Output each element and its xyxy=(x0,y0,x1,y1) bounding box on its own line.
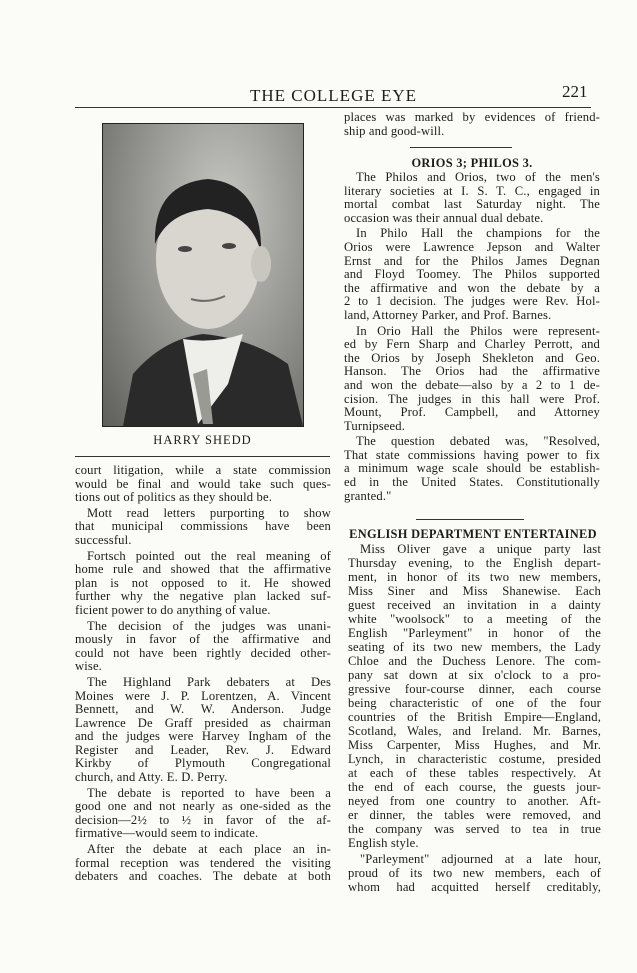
text-line: tions out of politics as they should be. xyxy=(75,490,272,505)
text-line: church, and Atty. E. D. Perry. xyxy=(75,770,228,785)
text-line: The Philos and Orios, two of the men's xyxy=(356,170,600,184)
text-line: white "woolsock" to a meeting of the xyxy=(348,612,601,626)
text-line: Miss Carpenter, Miss Hughes, and Mr. xyxy=(348,738,601,752)
text-line: English "Parleyment" in honor of the xyxy=(348,626,601,640)
text-line: ficient power to do anything of value. xyxy=(75,602,271,617)
text-line: would be final and would take such ques- xyxy=(75,476,331,491)
right-column-continuation xyxy=(344,111,600,140)
text-line: gressive four-course dinner, each course xyxy=(348,682,601,696)
paragraph xyxy=(75,464,331,505)
text-line: at each of these tables respectively. At xyxy=(348,766,601,780)
text-line: Chloe and the Duchess Lenore. The com- xyxy=(348,654,601,668)
text-line: The decision of the judges was unani- xyxy=(87,618,331,633)
text-line: cision. The judges in this hall were Prof. xyxy=(344,391,600,406)
text-line: being characteristic of one of the four xyxy=(348,696,601,710)
text-line: That state commissions having power to fix xyxy=(344,447,600,462)
text-line: Register and Leader, Rev. J. Edward xyxy=(75,742,331,757)
text-line: Mount, Prof. Campbell, and Attorney xyxy=(344,405,600,420)
text-line: formal reception was tendered the visiting xyxy=(75,855,331,870)
english-article xyxy=(348,542,601,896)
text-line: countries of the British Empire—England, xyxy=(348,710,601,724)
paragraph xyxy=(75,550,331,618)
paragraph xyxy=(75,620,331,674)
text-line: a minimum wage scale should be establish- xyxy=(344,461,600,476)
text-line: Lynch, in characteristic costume, presided xyxy=(348,752,601,766)
text-line: successful. xyxy=(75,532,132,547)
text-line: Thursday evening, to the English depart- xyxy=(348,556,601,570)
text-line: 2 to 1 decision. The judges were Rev. Hol- xyxy=(344,294,600,309)
section-heading-orios: ORIOS 3; PHILOS 3. xyxy=(411,156,533,170)
text-line: The question debated was, "Resolved, xyxy=(356,434,600,449)
caption-rule xyxy=(75,456,330,457)
text-line: Miss Siner and Miss Shanewise. Each xyxy=(348,584,601,598)
paragraph xyxy=(75,676,331,785)
text-line: court litigation, while a state commission xyxy=(75,463,331,477)
section-rule xyxy=(416,519,524,520)
text-line: er dinner, the tables were removed, and xyxy=(348,808,601,822)
header-rule xyxy=(75,107,591,108)
text-line: guest received an invitation in a dainty xyxy=(348,598,601,612)
text-line: home rule and showed that the affirmative xyxy=(75,562,331,577)
text-line: Kirkby of Plymouth Congregational xyxy=(75,756,331,771)
text-line: seating of its two new members, the Lady xyxy=(348,640,601,654)
text-line: wise. xyxy=(75,659,102,674)
portrait-photo xyxy=(102,123,304,427)
text-line: After the debate at each place an in- xyxy=(87,842,331,857)
text-line: Miss Oliver gave a unique party last xyxy=(360,542,601,556)
text-line: Hanson. The Orios had the affirmative xyxy=(344,364,600,379)
paragraph xyxy=(344,111,600,138)
text-line: Turnipseed. xyxy=(344,418,406,433)
text-line: pany sat down at six o'clock to a pro- xyxy=(348,668,601,682)
text-line: ment, in honor of its two new members, xyxy=(348,570,601,584)
text-line: Orios were Lawrence Jepson and Walter xyxy=(344,239,600,254)
text-line: occasion was their annual dual debate. xyxy=(344,210,544,225)
text-line: Fortsch pointed out the real meaning of xyxy=(87,548,331,563)
text-line: Moines were J. P. Lorentzen, A. Vincent xyxy=(75,688,331,703)
text-line: English style. xyxy=(348,836,419,850)
paragraph xyxy=(344,435,600,503)
text-line: decision—2½ to ½ in favor of the af- xyxy=(75,812,331,827)
text-line: ed in the United States. Constitutionally xyxy=(344,475,600,490)
text-line: the end of each course, the guests jour- xyxy=(348,780,601,794)
paragraph xyxy=(75,843,331,884)
text-line: Scotland, Wales, and Ireland. Mr. Barnes, xyxy=(348,724,601,738)
section-heading-english: ENGLISH DEPARTMENT ENTERTAINED xyxy=(349,527,597,541)
paragraph xyxy=(75,787,331,841)
text-line: Lawrence De Graff presided as chairman xyxy=(75,715,331,730)
text-line: Bennett, and W. W. Anderson. Judge xyxy=(75,702,331,717)
section-rule xyxy=(410,147,512,148)
paragraph xyxy=(344,171,600,225)
text-line: Ernst and for the Philos James Degnan xyxy=(344,253,600,268)
text-line: the Orios by Joseph Shekleton and Geo. xyxy=(344,350,600,365)
page-number: 221 xyxy=(562,82,588,101)
text-line: places was marked by evidences of friend- xyxy=(344,110,600,124)
paragraph xyxy=(348,542,601,850)
text-line: and the judges were Harvey Ingham of the xyxy=(75,729,331,744)
text-line: ship and good-will. xyxy=(344,123,445,138)
text-line: The Highland Park debaters at Des xyxy=(87,674,331,689)
text-line: and won the debate—also by a 2 to 1 de- xyxy=(344,377,600,392)
text-line: firmative—would seem to indicate. xyxy=(75,826,259,841)
text-line: neyed from one country to another. Aft- xyxy=(348,794,601,808)
photo-caption: HARRY SHEDD xyxy=(153,433,252,447)
text-line: mously in favor of the affirmative and xyxy=(75,632,331,647)
text-line: ed by Fern Sharp and Charley Perrott, and xyxy=(344,337,600,352)
text-line: The debate is reported to have been a xyxy=(87,785,331,800)
text-line: proud of its two new members, each of xyxy=(348,866,601,880)
text-line: land, Attorney Parker, and Prof. Barnes. xyxy=(344,307,552,322)
paragraph xyxy=(344,325,600,434)
paragraph xyxy=(348,852,601,894)
text-line: In Philo Hall the champions for the xyxy=(356,226,600,241)
text-line: the company was served to tea in true xyxy=(348,822,601,836)
text-line: granted." xyxy=(344,488,392,503)
text-line: the affirmative and won the debate by a xyxy=(344,280,600,295)
text-line: that municipal commissions have been xyxy=(75,519,331,534)
text-line: good one and not nearly as one-sided as the xyxy=(75,799,331,814)
text-line: literary societies at I. S. T. C., engaged in xyxy=(344,183,600,198)
text-line: mortal combat last Saturday night. The xyxy=(344,197,600,212)
paragraph xyxy=(344,227,600,322)
text-line: Mott read letters purporting to show xyxy=(87,505,331,520)
text-line: and Floyd Toomey. The Philos supported xyxy=(344,267,600,282)
orios-article xyxy=(344,171,600,505)
left-column-text xyxy=(75,464,331,886)
text-line: further why the negative plan lacked suf- xyxy=(75,589,331,604)
text-line: "Parleyment" adjourned at a late hour, xyxy=(360,852,601,866)
text-line: plan is not opposed to it. He showed xyxy=(75,575,331,590)
masthead-title: THE COLLEGE EYE xyxy=(250,86,418,105)
text-line: could not have been rightly decided other- xyxy=(75,645,331,660)
text-line: In Orio Hall the Philos were represent- xyxy=(356,323,600,338)
paragraph xyxy=(75,507,331,548)
text-line: whom had acquitted herself creditably, xyxy=(348,880,601,894)
portrait-image xyxy=(103,124,303,426)
text-line: debaters and coaches. The debate at both xyxy=(75,869,331,884)
